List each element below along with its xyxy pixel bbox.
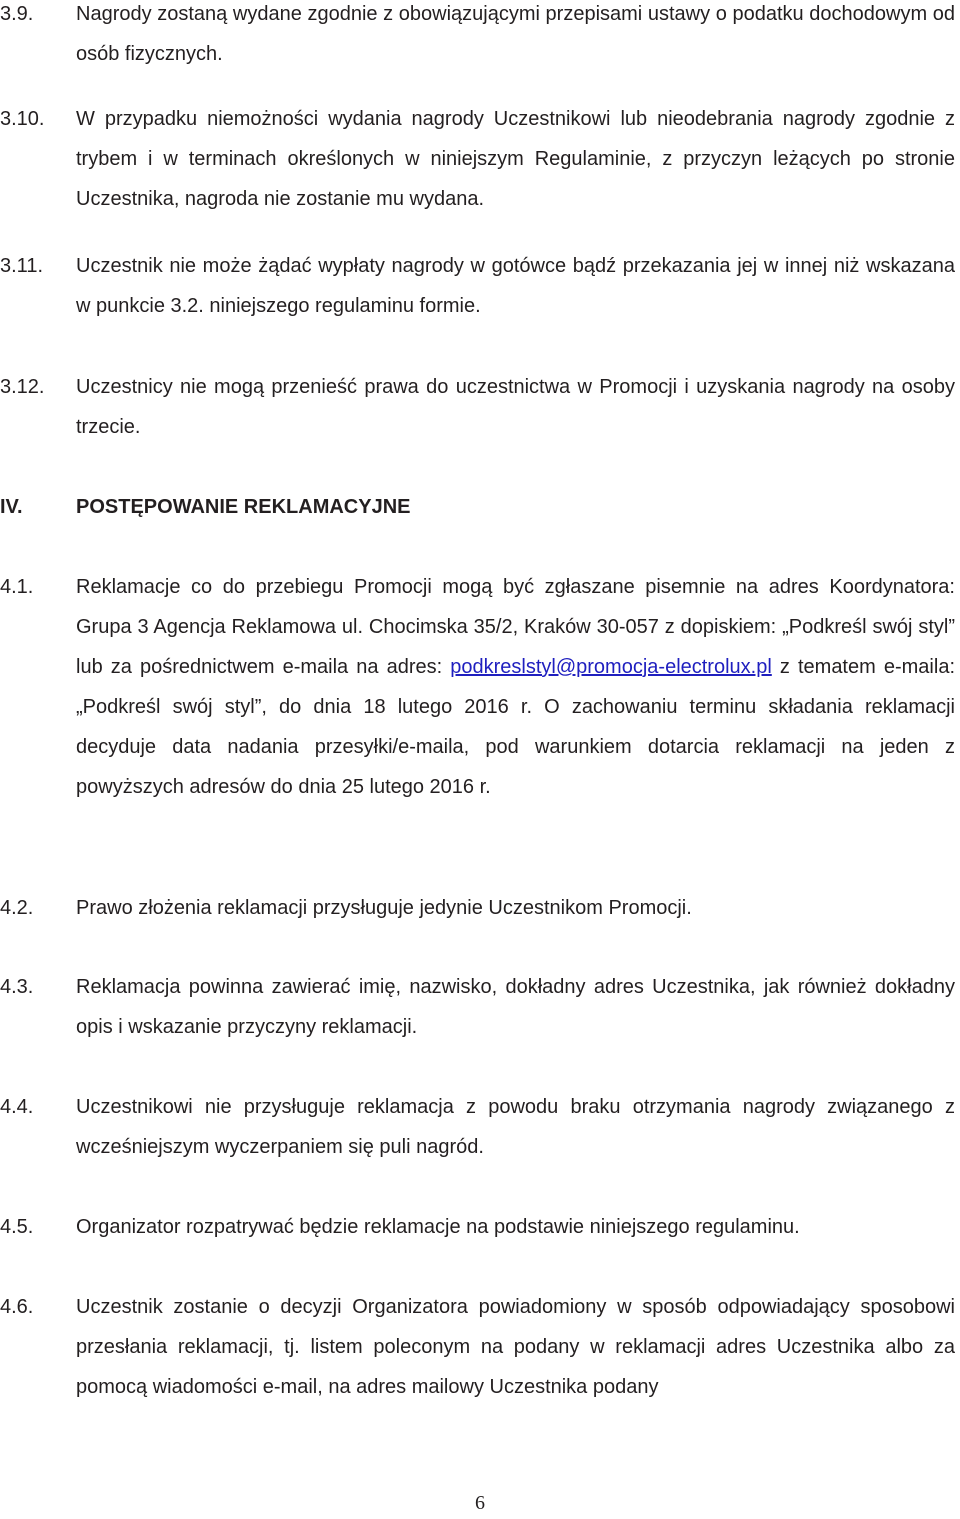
clause-number: 4.6. xyxy=(0,1296,34,1318)
clause-text: Organizator rozpatrywać będzie reklamacje na podstawie niniejszego regulaminu. xyxy=(76,1216,800,1238)
clause-number: 3.9. xyxy=(0,3,34,25)
clause-number: 4.2. xyxy=(0,897,34,919)
clause-text: Prawo złożenia reklamacji przysługuje jedynie Uczestnikom Promocji. xyxy=(76,897,692,919)
clause-number: 4.1. xyxy=(0,576,34,598)
clause-number: 4.5. xyxy=(0,1216,34,1238)
clause-number: 4.3. xyxy=(0,976,34,998)
clause-text: Uczestnik zostanie o decyzji Organizatora powiadomiony w sposób odpowiadający sposobowi przesłania reklamacji, tj. listem poleconym na podany w reklamacji adres Uczestnika albo za pomocą wiadomości e-mail, na adres mailowy Uczestnika podany xyxy=(76,1296,955,1398)
clause-text: Nagrody zostaną wydane zgodnie z obowiązującymi przepisami ustawy o podatku dochodowym od osób fizycznych. xyxy=(76,3,955,65)
clause-number: 3.12. xyxy=(0,376,45,398)
clause-number: 3.10. xyxy=(0,108,45,130)
clause-text-before-email: Reklamacje co do przebiegu Promocji mogą być zgłaszane pisemnie na adres Koordynatora: Grupa 3 Agencja Reklamowa ul. Chocimska 35/2, Kraków 30-057 z dopiskiem: „Podkreśl swój styl” lub za pośrednictwem e-maila na adres: xyxy=(76,576,955,678)
clause-text-after-email: z tematem e-maila: „Podkreśl swój styl”, do dnia 18 lutego 2016 r. O zachowaniu terminu składania reklamacji decyduje data nadania przesyłki/e-maila, pod warunkiem dotarcia reklamacji na jeden z powyższych adresów do dnia 25 lutego 2016 r. xyxy=(76,656,955,798)
page-number: 6 xyxy=(475,1492,485,1514)
clause-text: Uczestnik nie może żądać wypłaty nagrody w gotówce bądź przekazania jej w innej niż wskazana w punkcie 3.2. niniejszego regulaminu formie. xyxy=(76,255,955,317)
clause-text xyxy=(76,567,955,807)
clause-text: Uczestnicy nie mogą przenieść prawa do uczestnictwa w Promocji i uzyskania nagrody na osoby trzecie. xyxy=(76,376,955,438)
clause-number: 3.11. xyxy=(0,255,43,277)
section-title: POSTĘPOWANIE REKLAMACYJNE xyxy=(76,496,411,518)
clause-text: Uczestnikowi nie przysługuje reklamacja z powodu braku otrzymania nagrody związanego z wcześniejszym wyczerpaniem się puli nagród. xyxy=(76,1096,955,1158)
clause-text: W przypadku niemożności wydania nagrody Uczestnikowi lub nieodebrania nagrody zgodnie z trybem i w terminach określonych w niniejszym Regulaminie, z przyczyn leżących po stronie Uczestnika, nagroda nie zostanie mu wydana. xyxy=(76,108,955,210)
clause-number: 4.4. xyxy=(0,1096,34,1118)
email-link[interactable]: podkreslstyl@promocja-electrolux.pl xyxy=(450,656,772,678)
clause-text: Reklamacja powinna zawierać imię, nazwisko, dokładny adres Uczestnika, jak również dokładny opis i wskazanie przyczyny reklamacji. xyxy=(76,976,955,1038)
section-number: IV. xyxy=(0,496,23,518)
